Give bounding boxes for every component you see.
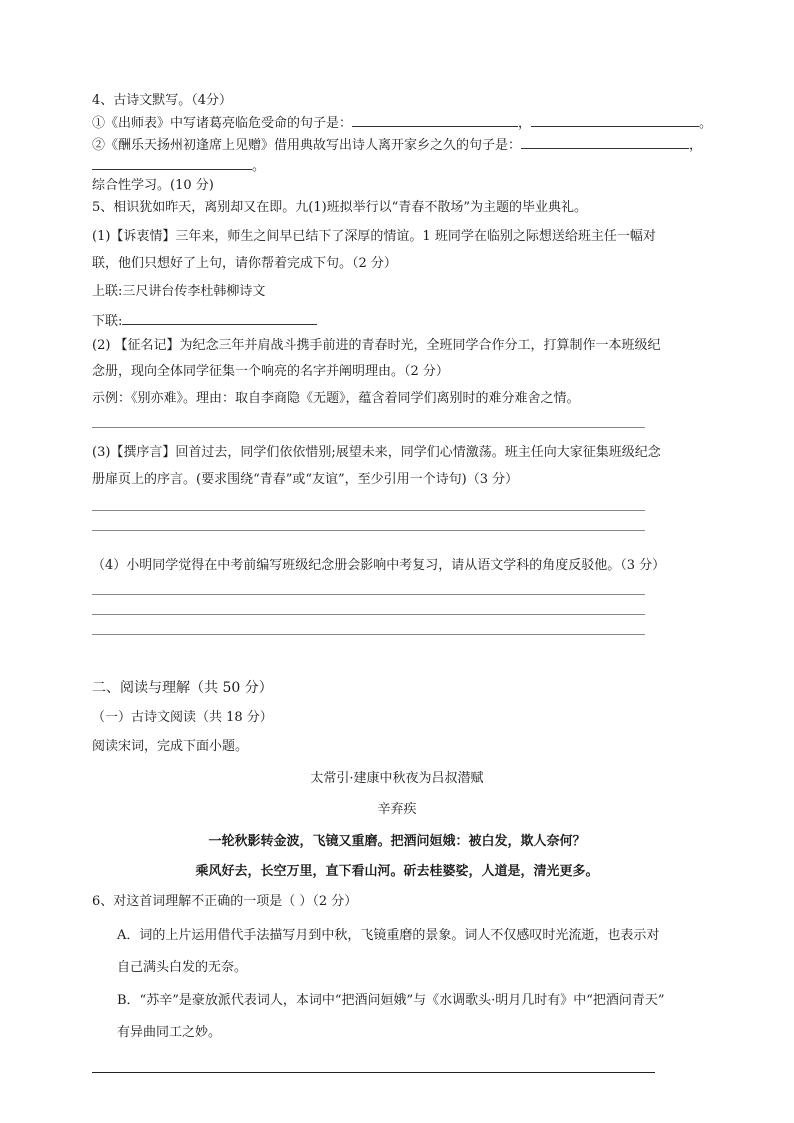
q4-line2-sep: ， bbox=[689, 138, 703, 153]
answer-line[interactable] bbox=[92, 510, 645, 511]
q4-line1-text: ①《出师表》中写诸葛亮临危受命的句子是： bbox=[92, 116, 353, 131]
q4-line2 bbox=[92, 136, 702, 154]
q5-intro: 5、相识犹如昨天，离别却又在即。九(1)班拟举行以“青春不散场”为主题的毕业典礼。 bbox=[92, 200, 587, 215]
answer-line[interactable] bbox=[92, 634, 645, 635]
answer-blank[interactable] bbox=[531, 114, 699, 127]
section2-instruction: 阅读宋词，完成下面小题。 bbox=[92, 739, 249, 754]
section2-sub1: （一）古诗文阅读（共 18 分） bbox=[92, 710, 273, 725]
answer-line[interactable] bbox=[92, 594, 645, 595]
answer-line[interactable] bbox=[92, 530, 645, 531]
poem-line2: 乘风好去，长空万里，直下看山河。斫去桂婆娑，人道是，清光更多。 bbox=[195, 864, 599, 879]
answer-blank[interactable] bbox=[521, 136, 689, 149]
q5-p1-line1: (1)【诉衷情】三年来，师生之间早已结下了深厚的情谊。1 班同学在临别之际想送给班主任一幅对 bbox=[92, 229, 656, 244]
couplet-upper: 上联:三尺讲台传李杜韩柳诗文 bbox=[92, 284, 266, 299]
q6-option-b-line2: 有异曲同工之妙。 bbox=[117, 1025, 222, 1040]
q5-p2-line1: (2) 【征名记】为纪念三年并肩战斗携手前进的青春时光，全班同学合作分工，打算制作一本班级纪 bbox=[92, 338, 661, 353]
q4-line2-text: ②《酬乐天扬州初逢席上见赠》借用典故写出诗人离开家乡之久的句子是： bbox=[92, 138, 522, 153]
answer-blank[interactable] bbox=[122, 312, 317, 325]
q6-stem: 6、对这首词理解不正确的一项是（ ）（2 分） bbox=[92, 894, 358, 909]
poem-title: 太常引·建康中秋夜为吕叔潜赋 bbox=[310, 771, 484, 786]
page-footer-rule bbox=[92, 1072, 655, 1073]
poem-author: 辛弃疾 bbox=[377, 802, 417, 817]
answer-line[interactable] bbox=[92, 427, 645, 428]
section-comprehensive: 综合性学习。(10 分) bbox=[92, 178, 214, 193]
section2-title: 二、阅读与理解（共 50 分） bbox=[92, 680, 273, 696]
couplet-lower bbox=[92, 312, 317, 330]
q6-option-b-line1: B．“苏辛”是豪放派代表词人，本词中“把酒问姮娥”与《水调歌头·明月几时有》中“把酒问青天” bbox=[117, 993, 665, 1008]
q5-p1-line2: 联，他们只想好了上句，请你帮着完成下句。（2 分） bbox=[92, 256, 397, 271]
poem-line1: 一轮秋影转金波，飞镜又重磨。把酒问姮娥：被白发，欺人奈何？ bbox=[208, 834, 586, 849]
q5-p3-line2: 册扉页上的序言。(要求围绕“青春”或“友谊”，至少引用一个诗句)（3 分） bbox=[92, 472, 519, 487]
q4-line1-sep: ， bbox=[518, 116, 532, 131]
q5-p4: （4）小明同学觉得在中考前编写班级纪念册会影响中考复习，请从语文学科的角度反驳他。（3 分） bbox=[92, 558, 666, 573]
q5-p2-line2: 念册，现向全体同学征集一个响亮的名字并阐明理由。（2 分） bbox=[92, 364, 449, 379]
answer-blank[interactable] bbox=[352, 114, 518, 127]
answer-blank[interactable] bbox=[92, 157, 252, 170]
couplet-lower-label: 下联: bbox=[92, 314, 123, 329]
answer-line[interactable] bbox=[92, 614, 645, 615]
q5-p3-line1: (3)【撰序言】回首过去，同学们依依惜别;展望未来，同学们心情激荡。班主任向大家征集班级纪念 bbox=[92, 445, 661, 460]
q4-line2-end: 。 bbox=[252, 159, 266, 174]
q6-option-a-line2: 自己满头白发的无奈。 bbox=[117, 960, 248, 975]
q5-example: 示例：《别亦难》。理由：取自李商隐《无题》，蕴含着同学们离别时的难分难舍之情。 bbox=[92, 391, 580, 406]
q4-line1-end: 。 bbox=[699, 116, 713, 131]
q4-line2-cont bbox=[92, 157, 265, 175]
q4-line1 bbox=[92, 114, 712, 132]
q4-title: 4、古诗文默写。（4分） bbox=[92, 93, 233, 108]
q6-option-a-line1: A．词的上片运用借代手法描写月到中秋，飞镜重磨的景象。词人不仅感叹时光流逝，也表示对 bbox=[117, 928, 660, 943]
